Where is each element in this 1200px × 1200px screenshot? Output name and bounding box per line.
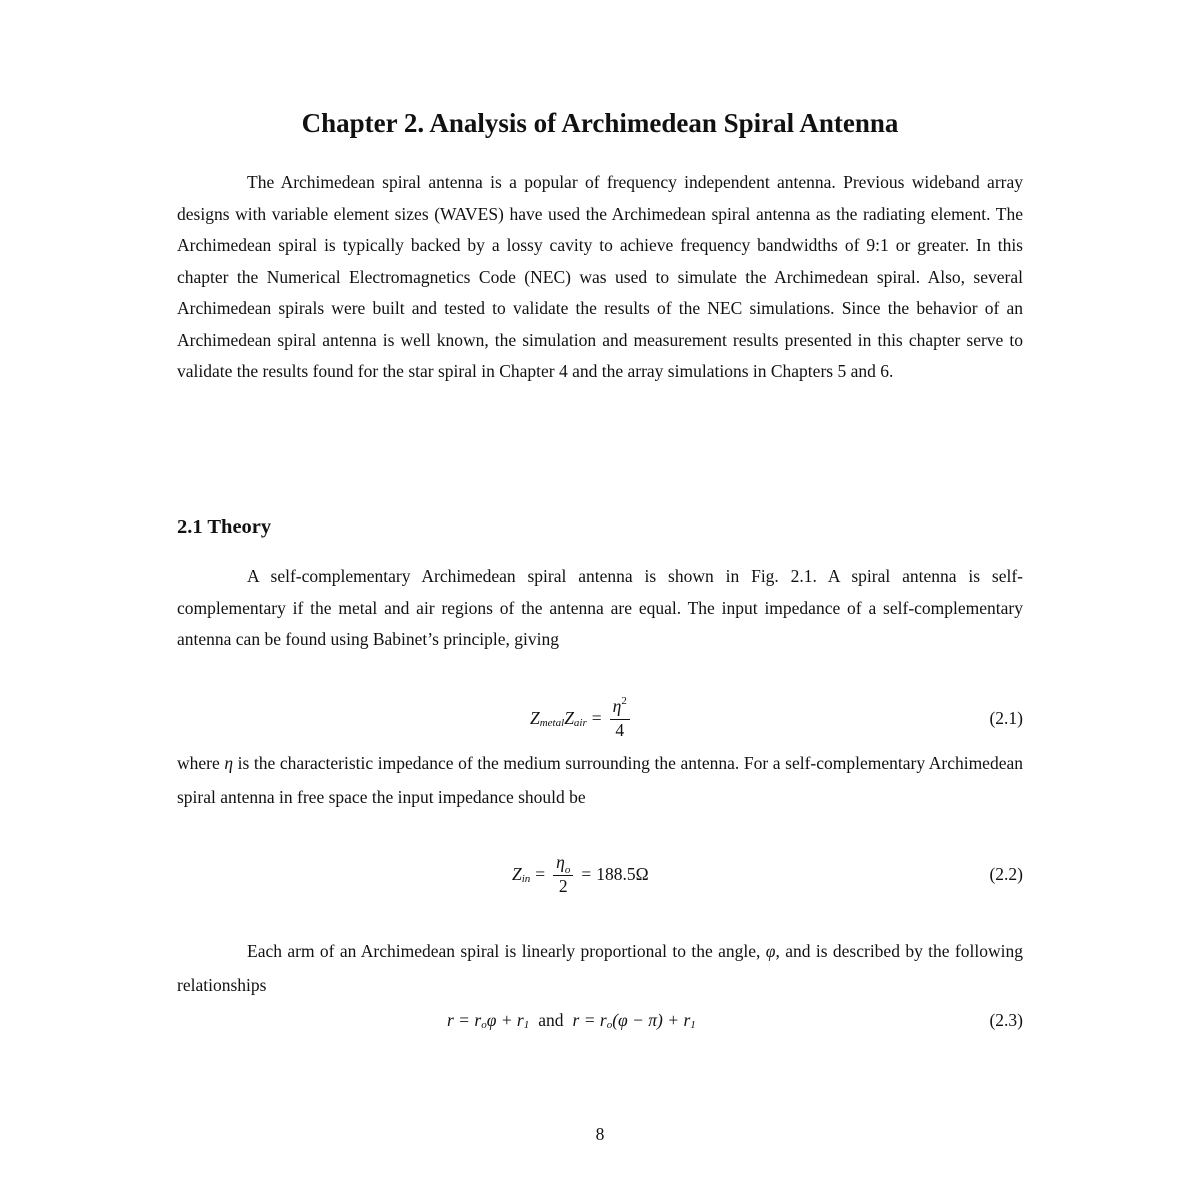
eq3-left-rest: φ + r: [486, 1009, 524, 1030]
arm-phi-symbol: φ: [765, 941, 776, 961]
arm-before: Each arm of an Archimedean spiral is linearly proportional to the angle,: [247, 941, 766, 961]
eq1-sub-metal: metal: [539, 717, 565, 729]
equation-2-3-number: (2.3): [989, 1009, 1023, 1030]
eq3-left: r = r: [447, 1009, 482, 1030]
eq2-numerator: η: [556, 852, 565, 872]
eq1-sub-air: air: [573, 717, 587, 729]
eq2-denominator: 2: [558, 876, 568, 896]
eq1-z-air: Z: [564, 707, 574, 728]
eq2-numerator-sub: o: [564, 864, 571, 876]
eq3-left-sub: o: [481, 1019, 487, 1031]
theory-paragraph: A self-complementary Archimedean spiral antenna is shown in Fig. 2.1. A spiral antenna is self-complementary if the metal and air regions of the antenna are equal. The input impedance of a self-complementary antenna can be found using Babinet’s principle, giving: [177, 566, 1023, 649]
eq2-fraction: [553, 852, 573, 896]
arm-after: , and is described by the following relationships: [177, 941, 1023, 995]
eq3-right-sub: o: [606, 1019, 613, 1031]
equation-2-1-number: (2.1): [989, 707, 1023, 728]
eq2-equals-2: =: [581, 863, 592, 884]
equation-2-1: [177, 694, 1023, 742]
equation-2-3: [177, 996, 1023, 1044]
eq3-right-sub2: 1: [690, 1019, 696, 1031]
arm-paragraph: [177, 934, 1023, 1002]
eq1-fraction: [610, 696, 630, 740]
eq1-equals: =: [591, 707, 602, 728]
eq1-numerator-sup: 2: [621, 695, 627, 707]
intro-paragraph: The Archimedean spiral antenna is a popular of frequency independent antenna. Previous wideband array designs with variable element sizes (WAVES) have used the Archimedean spiral antenna as the radiating element. The Archimedean spiral is typically backed by a lossy cavity to achieve frequency bandwidths of 9:1 or greater. In this chapter the Numerical Electromagnetics Code (NEC) was used to simulate the Archimedean spiral. Also, several Archimedean spirals were built and tested to validate the results of the NEC simulations. Since the behavior of an Archimedean spiral antenna is well known, the simulation and measurement results presented in this chapter serve to validate the results found for the star spiral in Chapter 4 and the array simulations in Chapters 5 and 6.: [177, 172, 1023, 381]
equation-2-1-body: [530, 694, 633, 742]
page-number: 8: [595, 1124, 605, 1144]
where-eta-symbol: η: [224, 753, 234, 773]
equation-2-2: [177, 850, 1023, 898]
eq1-denominator: 4: [615, 720, 625, 740]
eq3-right: r = r: [572, 1009, 607, 1030]
chapter-title: Chapter 2. Analysis of Archimedean Spiral Antenna: [301, 108, 899, 138]
eq2-result: 188.5Ω: [596, 863, 649, 884]
equation-2-3-body: [447, 996, 696, 1044]
eq3-and: and: [538, 1009, 564, 1030]
eq2-equals: =: [535, 863, 546, 884]
eq2-z: Z: [512, 863, 522, 884]
eq2-sub-in: in: [521, 873, 531, 885]
equation-2-2-number: (2.2): [989, 863, 1023, 884]
where-after: is the characteristic impedance of the medium surrounding the antenna. For a self-complementary Archimedean spiral antenna in free space the input impedance should be: [177, 753, 1023, 807]
where-before: where: [177, 753, 225, 773]
section-heading: 2.1 Theory: [177, 516, 272, 538]
eq3-left-sub2: 1: [523, 1019, 530, 1031]
eq1-z-metal: Z: [530, 707, 540, 728]
eq1-numerator: η: [612, 696, 622, 716]
where-paragraph: [177, 746, 1023, 814]
equation-2-2-body: [512, 850, 649, 898]
eq3-right-rest: (φ − π) + r: [612, 1009, 691, 1030]
